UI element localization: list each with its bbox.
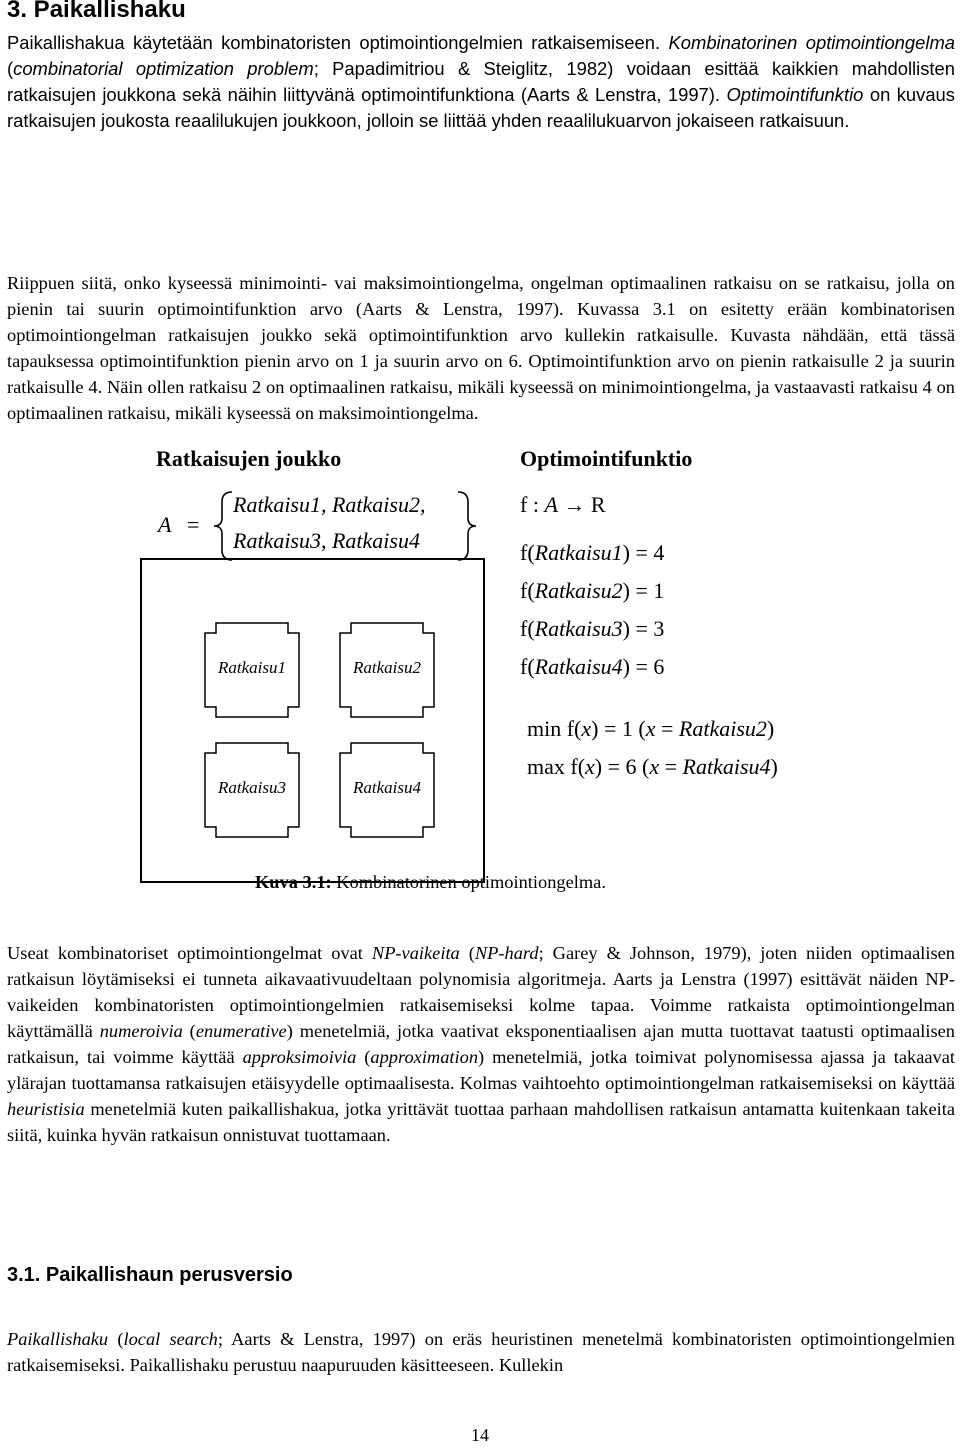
set-row-1: Ratkaisu1, Ratkaisu2, xyxy=(233,492,426,517)
objective-function-title: Optimointifunktio xyxy=(520,446,693,471)
local-search-paragraph: Paikallishaku (local search; Aarts & Lenstra, 1997) on eräs heuristinen menetelmä kombinatoristen optimointiongelmien ratkaisemiseksi. Paikallishaku perustuu naapuruuden käsitteeseen. Kullekin xyxy=(7,1329,956,1375)
function-mapping: f : A → R xyxy=(520,492,606,517)
function-value-3: f(Ratkaisu3) = 3 xyxy=(520,616,665,641)
section-heading: 3. Paikallishaku xyxy=(7,0,186,23)
solution-node-4: Ratkaisu4 xyxy=(337,740,437,840)
function-value-4: f(Ratkaisu4) = 6 xyxy=(520,654,665,679)
figure-description-paragraph: Riippuen siitä, onko kyseessä minimointi- vai maksimointiongelma, ongelman optimaalinen ratkaisu on se ratkaisu, jolla on pienin tai suurin optimointifunktion arvo (Aarts & Lenstra, 1997). Kuvassa 3.1 on esitetty erään kombinatorisen optimointiongelman ratkaisujen joukko sekä optimointifunktion arvo kullekin ratkaisulle. Kuvasta nähdään, että tässä tapauksessa optimointifunktion pienin arvo on 1 ja suurin arvo on 6. Optimointifunktion arvo on pienin ratkaisulle 2 ja suurin ratkaisulle 4. Näin ollen ratkaisu 2 on optimaalinen ratkaisu, mikäli kyseessä on minimointiongelma, ja vastaavasti ratkaisu 4 on optimaalinen ratkaisu, mikäli kyseessä on maksimointiongelma. xyxy=(7,273,955,423)
solution-node-1: Ratkaisu1 xyxy=(202,620,302,720)
solution-set-box xyxy=(140,558,485,883)
minimum-expression: min f(x) = 1 (x = Ratkaisu2) xyxy=(527,716,775,741)
solution-set-title: Ratkaisujen joukko xyxy=(156,446,342,471)
solution-node-3: Ratkaisu3 xyxy=(202,740,302,840)
equals-sign: = xyxy=(187,512,200,537)
solution-node-2: Ratkaisu2 xyxy=(337,620,437,720)
figure-caption: Kuva 3.1: Kombinatorinen optimointiongelma. xyxy=(255,872,606,892)
set-symbol: A xyxy=(158,512,172,537)
page-number: 14 xyxy=(471,1425,489,1445)
subsection-heading: 3.1. Paikallishaun perusversio xyxy=(7,1264,293,1286)
function-value-2: f(Ratkaisu2) = 1 xyxy=(520,578,665,603)
np-hard-paragraph: Useat kombinatoriset optimointiongelmat ovat NP-vaikeita (NP-hard; Garey & Johnson, 1979), joten niiden optimaalisen ratkaisun löytämiseksi ei tunneta aikavaativuudeltaan polynomisia algoritmeja. Aarts ja Lenstra (1997) esittävät näiden NP-vaikeiden kombinatoristen optimointiongelmien ratkaisemiseksi kolme tapaa. Voimme ratkaista optimointiongelman käyttämällä numeroivia (enumerative) menetelmiä, jotka vaativat eksponentiaalisen ajan mutta tuottavat taatusti optimaalisen ratkaisun, tai voimme käyttää approksimoivia (approximation) menetelmiä, jotka toimivat polynomisessa ajassa ja takaavat ylärajan tuottamansa ratkaisujen etäisyydelle optimaalisesta. Kolmas vaihtoehto optimointiongelman ratkaisemiseksi on käyttää heuristisia menetelmiä kuten paikallishakua, jotka yrittävät tuottaa parhaan mahdollisen ratkaisun antamatta kuitenkaan takeita siitä, kuinka hyvän ratkaisun onnistuvat tuottamaan. xyxy=(7,943,955,1145)
intro-paragraph: Paikallishakua käytetään kombinatoristen optimointiongelmien ratkaisemiseen. Kombinatorinen optimointiongelma (combinatorial optimization problem; Papadimitriou & Steiglitz, 1982) voidaan esittää kaikkien mahdollisten ratkaisujen joukkona sekä näihin liittyvänä optimointifunktiona (Aarts & Lenstra, 1997). Optimointifunktio on kuvaus ratkaisujen joukosta reaalilukujen joukkoon, jolloin se liittää yhden reaalilukuarvon jokaiseen ratkaisuun. xyxy=(7,32,955,131)
figure-combinatorial-problem xyxy=(0,440,960,900)
function-value-1: f(Ratkaisu1) = 4 xyxy=(520,540,665,565)
maximum-expression: max f(x) = 6 (x = Ratkaisu4) xyxy=(527,754,778,779)
set-row-2: Ratkaisu3, Ratkaisu4 xyxy=(233,528,420,553)
